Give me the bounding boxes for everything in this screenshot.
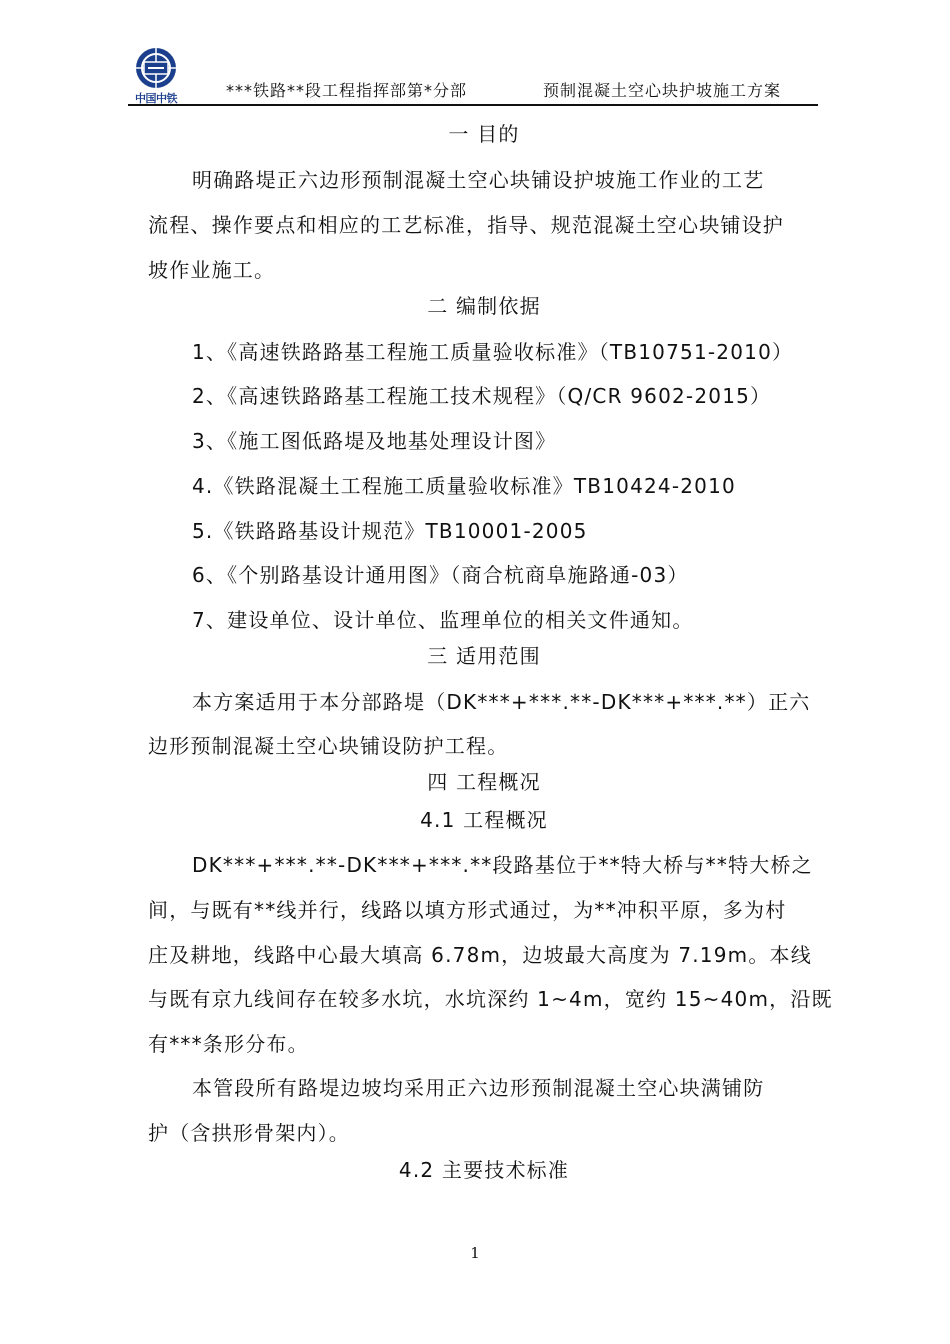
page-number: 1 [470,1244,480,1262]
reference-item: 2、《高速铁路路基工程施工技术规程》（Q/CR 9602-2015） [192,384,772,408]
reference-item: 5.《铁路路基设计规范》TB10001-2005 [192,519,588,543]
reference-item: 6、《个别路基设计通用图》（商合杭商阜施路通-03） [192,563,689,587]
paragraph-line: 流程、操作要点和相应的工艺标准，指导、规范混凝土空心块铺设护 [148,213,784,237]
paragraph-line: 边形预制混凝土空心块铺设防护工程。 [148,734,509,758]
paragraph-line: 庄及耕地，线路中心最大填高 6.78m，边坡最大高度为 7.19m。本线 [148,943,812,967]
header-left-text: ***铁路**段工程指挥部第*分部 [226,81,468,100]
paragraph-line: 明确路堤正六边形预制混凝土空心块铺设护坡施工作业的工艺 [192,168,765,192]
paragraph-line: 本管段所有路堤边坡均采用正六边形预制混凝土空心块满铺防 [192,1076,765,1100]
reference-item: 3、《施工图低路堤及地基处理设计图》 [192,429,557,453]
section-4-heading: 四 工程概况 [427,770,541,794]
logo-text: 中国中铁 [135,92,177,105]
page-header [0,0,950,112]
subsection-4-1-heading: 4.1 工程概况 [420,808,548,832]
reference-item: 7、建设单位、设计单位、监理单位的相关文件通知。 [192,608,694,632]
header-right-text: 预制混凝土空心块护坡施工方案 [543,81,782,100]
reference-item: 4.《铁路混凝土工程施工质量验收标准》TB10424-2010 [192,474,736,498]
paragraph-line: 间，与既有**线并行，线路以填方形式通过，为**冲积平原，多为村 [148,898,787,922]
paragraph-line: 与既有京九线间存在较多水坑，水坑深约 1~4m，宽约 15~40m，沿既 [148,987,833,1011]
header-divider [128,104,818,106]
reference-item: 1、《高速铁路路基工程施工质量验收标准》（TB10751-2010） [192,340,794,364]
paragraph-line: 有***条形分布。 [148,1032,309,1056]
section-3-heading: 三 适用范围 [427,644,541,668]
paragraph-line: 本方案适用于本分部路堤（DK***+***.**-DK***+***.**）正六 [192,690,811,714]
section-2-heading: 二 编制依据 [427,294,541,318]
subsection-4-2-heading: 4.2 主要技术标准 [398,1158,570,1182]
paragraph-line: DK***+***.**-DK***+***.**段路基位于**特大桥与**特大桥之 [192,853,813,877]
section-1-heading: 一 目的 [448,122,520,146]
paragraph-line: 坡作业施工。 [148,258,276,282]
paragraph-line: 护（含拱形骨架内）。 [148,1121,350,1145]
